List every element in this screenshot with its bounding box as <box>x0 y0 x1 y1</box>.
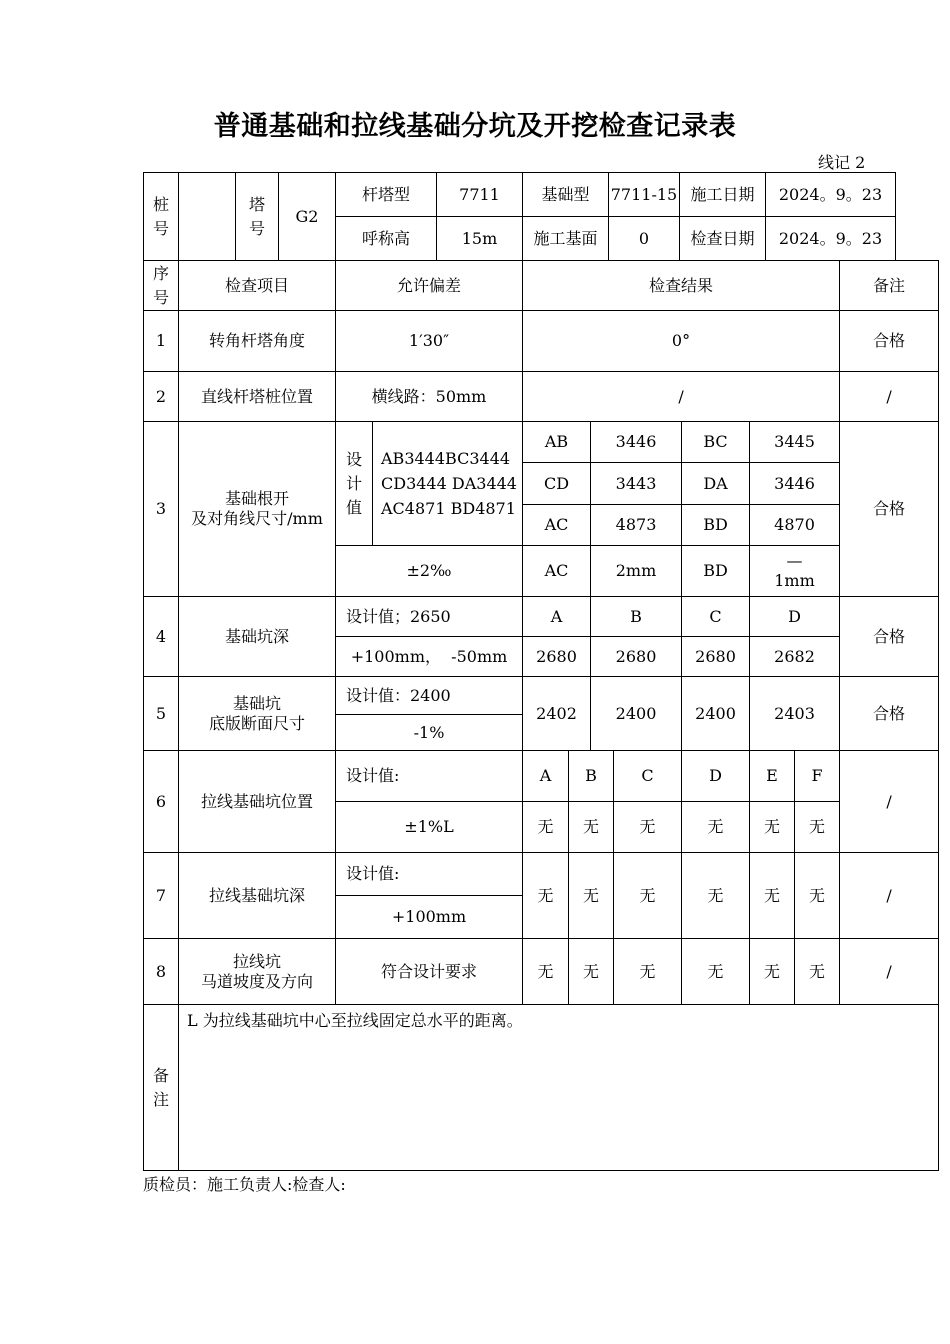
col-head: B <box>569 751 614 802</box>
measure-cell: 3446 <box>750 463 840 505</box>
row-tolerance: +100mm <box>336 896 523 939</box>
measure-cell: 无 <box>795 939 840 1005</box>
row-no: 5 <box>144 677 179 751</box>
build-base-label: 施工基面 <box>523 217 609 261</box>
col-head: A <box>523 597 591 637</box>
table-row <box>144 939 939 1005</box>
measure-cell: 4873 <box>591 505 682 546</box>
item-line: 底版断面尺寸 <box>208 713 305 733</box>
tower-type-value: 7711 <box>437 173 523 217</box>
row-item: 转角杆塔角度 <box>179 311 336 372</box>
measure-cell: 无 <box>682 853 750 939</box>
remarks-text: L 为拉线基础坑中心至拉线固定总水平的距离。 <box>179 1005 939 1171</box>
row-result: 0° <box>523 311 840 372</box>
measure-cell: BC <box>682 422 750 463</box>
measure-cell: BD <box>682 546 750 597</box>
item-header: 检查项目 <box>179 261 336 311</box>
row-no: 3 <box>144 422 179 597</box>
signature-line: 质检员：施工负责人:检查人: <box>143 1175 346 1194</box>
form-code: 线记 2 <box>818 153 866 172</box>
measure-cell: 无 <box>750 802 795 853</box>
design-values <box>373 422 523 546</box>
remark-header: 备注 <box>840 261 939 311</box>
item-line: 基础根开 <box>224 489 289 508</box>
row-remark: 合格 <box>840 422 939 597</box>
item-line: 马道坡度及方向 <box>200 971 313 991</box>
table-row <box>144 597 939 637</box>
measure-cell: 无 <box>750 853 795 939</box>
row-item: 直线杆塔桩位置 <box>179 372 336 422</box>
measure-cell: AC <box>523 546 591 597</box>
row-remark: / <box>840 751 939 853</box>
remarks-row <box>144 1005 939 1171</box>
dash-mark: — <box>786 551 803 570</box>
measure-cell: AC <box>523 505 591 546</box>
row-remark: / <box>840 853 939 939</box>
row-item: 拉线基础坑位置 <box>179 751 336 853</box>
measure-cell: 无 <box>614 853 682 939</box>
row-no: 1 <box>144 311 179 372</box>
result-header: 检查结果 <box>523 261 840 311</box>
col-head: E <box>750 751 795 802</box>
row-item <box>179 677 336 751</box>
design-line: AC4871 BD4871 <box>381 499 516 518</box>
row-remark: / <box>840 939 939 1005</box>
table-row <box>144 853 939 896</box>
col-head: D <box>750 597 840 637</box>
measure-cell: 3443 <box>591 463 682 505</box>
page-title: 普通基础和拉线基础分坑及开挖检查记录表 <box>213 111 737 142</box>
seq-header: 序号 <box>144 261 179 311</box>
measure-cell: 无 <box>682 802 750 853</box>
row-no: 2 <box>144 372 179 422</box>
measure-cell <box>750 546 840 597</box>
build-base-value: 0 <box>609 217 680 261</box>
row-no: 4 <box>144 597 179 677</box>
inspection-table <box>143 260 939 1171</box>
measure-cell: DA <box>682 463 750 505</box>
nominal-height-label: 呼称高 <box>336 217 437 261</box>
measure-cell: 2400 <box>591 677 682 751</box>
row-no: 6 <box>144 751 179 853</box>
row-tolerance: 横线路：50mm <box>336 372 523 422</box>
measure-cell: BD <box>682 505 750 546</box>
row-no: 8 <box>144 939 179 1005</box>
row-remark: 合格 <box>840 677 939 751</box>
pile-value <box>179 173 236 261</box>
measure-cell: 2403 <box>750 677 840 751</box>
tolerance-header: 允许偏差 <box>336 261 523 311</box>
row-item <box>179 422 336 597</box>
measure-cell: 2680 <box>523 637 591 677</box>
row-tolerance: ±2‰ <box>336 546 523 597</box>
remarks-label: 备注 <box>144 1005 179 1171</box>
measure-cell: 3445 <box>750 422 840 463</box>
measure-cell: 无 <box>795 802 840 853</box>
measure-cell: 无 <box>569 939 614 1005</box>
col-head: B <box>591 597 682 637</box>
foundation-type-label: 基础型 <box>523 173 609 217</box>
measure-cell: 2400 <box>682 677 750 751</box>
measure-cell: 无 <box>614 939 682 1005</box>
table-row <box>144 677 939 715</box>
table-row <box>144 422 939 463</box>
measure-cell: 无 <box>523 853 569 939</box>
row-no: 7 <box>144 853 179 939</box>
item-line: 基础坑 <box>232 693 281 713</box>
measure-cell: 2mm <box>591 546 682 597</box>
measure-cell: 3446 <box>591 422 682 463</box>
design-value: 设计值: <box>336 751 523 802</box>
measure-cell: 无 <box>795 853 840 939</box>
measure-cell: 无 <box>614 802 682 853</box>
row-tolerance: 1′30″ <box>336 311 523 372</box>
measure-cell: 无 <box>750 939 795 1005</box>
col-head: C <box>614 751 682 802</box>
row-result: / <box>523 372 840 422</box>
measure-cell: 2682 <box>750 637 840 677</box>
measure-cell: 无 <box>523 939 569 1005</box>
measure-value: 1mm <box>774 571 815 590</box>
foundation-type-value: 7711-15 <box>609 173 680 217</box>
build-date-value: 2024。9。23 <box>766 173 896 217</box>
design-label: 设计值 <box>336 422 373 546</box>
item-line: 拉线坑 <box>232 951 281 971</box>
nominal-height-value: 15m <box>437 217 523 261</box>
build-date-label: 施工日期 <box>680 173 766 217</box>
row-item: 基础坑深 <box>179 597 336 677</box>
measure-cell: 无 <box>569 853 614 939</box>
design-line: AB3444BC3444 <box>381 449 511 468</box>
row-tolerance: -1% <box>336 715 523 751</box>
row-tolerance: 符合设计要求 <box>336 939 523 1005</box>
design-value: 设计值: <box>336 853 523 896</box>
col-head: F <box>795 751 840 802</box>
measure-cell: CD <box>523 463 591 505</box>
row-remark: / <box>840 372 939 422</box>
tower-type-label: 杆塔型 <box>336 173 437 217</box>
measure-cell: 无 <box>569 802 614 853</box>
row-item: 拉线基础坑深 <box>179 853 336 939</box>
design-value: 设计值：2400 <box>336 677 523 715</box>
table-row <box>144 372 939 422</box>
col-head: D <box>682 751 750 802</box>
item-line: 及对角线尺寸/mm <box>191 509 323 528</box>
pile-label: 桩号 <box>144 173 179 261</box>
row-tolerance: +100mm， -50mm <box>336 637 523 677</box>
check-date-value: 2024。9。23 <box>766 217 896 261</box>
table-row <box>144 751 939 802</box>
tower-value: G2 <box>279 173 336 261</box>
row-remark: 合格 <box>840 597 939 677</box>
measure-cell: 无 <box>682 939 750 1005</box>
measure-cell: 2680 <box>682 637 750 677</box>
measure-cell: 无 <box>523 802 569 853</box>
row-tolerance: ±1%L <box>336 802 523 853</box>
measure-cell: AB <box>523 422 591 463</box>
col-head: C <box>682 597 750 637</box>
check-date-label: 检查日期 <box>680 217 766 261</box>
col-head: A <box>523 751 569 802</box>
row-remark: 合格 <box>840 311 939 372</box>
table-row <box>144 311 939 372</box>
measure-cell: 2680 <box>591 637 682 677</box>
design-line: CD3444 DA3444 <box>381 474 517 493</box>
measure-cell: 2402 <box>523 677 591 751</box>
design-value: 设计值；2650 <box>336 597 523 637</box>
tower-label: 塔号 <box>236 173 279 261</box>
header-table <box>143 172 896 261</box>
row-item <box>179 939 336 1005</box>
measure-cell: 4870 <box>750 505 840 546</box>
